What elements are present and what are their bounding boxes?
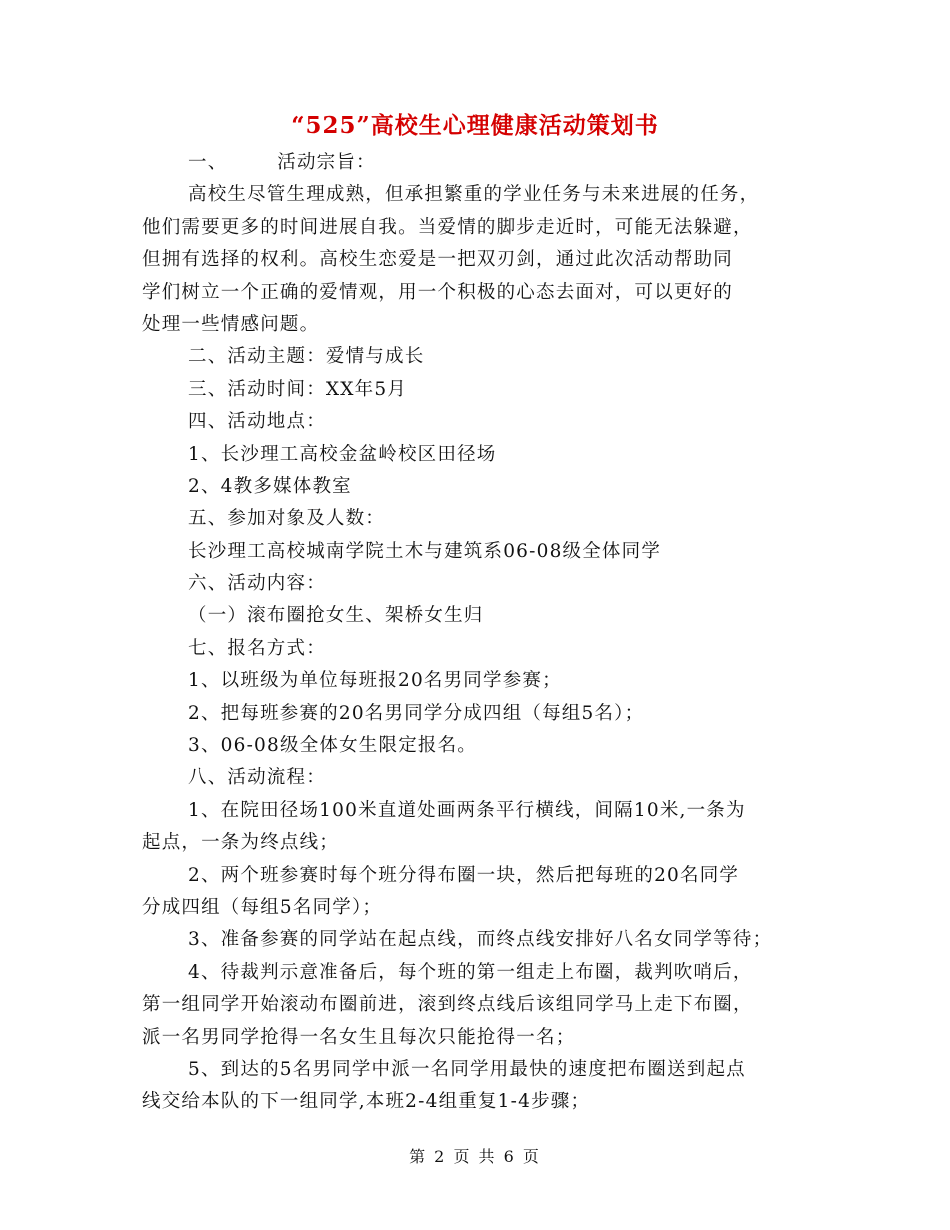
text-line: 二、活动主题：爱情与成长 bbox=[188, 346, 425, 368]
text-line: 2、两个班参赛时每个班分得布圈一块，然后把每班的20名同学 bbox=[188, 864, 740, 886]
text-line: 八、活动流程： bbox=[188, 767, 326, 789]
text-line: 三、活动时间：XX年5月 bbox=[188, 378, 408, 400]
text-line: 1、长沙理工高校金盆岭校区田径场 bbox=[188, 443, 497, 465]
text-line: 2、把每班参赛的20名男同学分成四组（每组5名）； bbox=[188, 702, 645, 724]
text-line: 但拥有选择的权利。高校生恋爱是一把双刃剑，通过此次活动帮助同 bbox=[142, 249, 734, 271]
text-line: 一、 活动宗旨： bbox=[188, 152, 376, 173]
text-line: 学们树立一个正确的爱情观，用一个积极的心态去面对，可以更好的 bbox=[142, 281, 734, 303]
text-line: 派一名男同学抢得一名女生且每次只能抢得一名； bbox=[142, 1026, 576, 1048]
text-line: 3、06-08级全体女生限定报名。 bbox=[188, 735, 478, 757]
page-title: “525”高校生心理健康活动策划书 bbox=[291, 112, 659, 139]
page-footer: 第 2 页 共 6 页 bbox=[409, 1147, 541, 1166]
text-line: 四、活动地点： bbox=[188, 411, 326, 433]
document-body bbox=[142, 147, 812, 1119]
text-line: 1、在院田径场100米直道处画两条平行横线，间隔10米,一条为 bbox=[188, 799, 746, 821]
text-line: 4、待裁判示意准备后，每个班的第一组走上布圈，裁判吹哨后， bbox=[188, 961, 753, 983]
text-line: 六、活动内容： bbox=[188, 573, 326, 595]
text-line: 高校生尽管生理成熟，但承担繁重的学业任务与未来进展的任务， bbox=[188, 184, 760, 206]
text-line: 五、参加对象及人数： bbox=[188, 508, 386, 530]
text-line: 第一组同学开始滚动布圈前进，滚到终点线后该组同学马上走下布圈， bbox=[142, 994, 753, 1016]
text-line: 七、报名方式： bbox=[188, 637, 326, 659]
text-line: （一）滚布圈抢女生、架桥女生归 bbox=[188, 605, 484, 627]
text-line: 处理一些情感问题。 bbox=[142, 313, 320, 335]
text-line: 长沙理工高校城南学院土木与建筑系06-08级全体同学 bbox=[188, 540, 662, 562]
text-line: 3、准备参赛的同学站在起点线，而终点线安排好八名女同学等待； bbox=[188, 929, 773, 951]
text-line: 5、到达的5名男同学中派一名同学用最快的速度把布圈送到起点 bbox=[188, 1058, 746, 1080]
text-line: 起点，一条为终点线； bbox=[142, 832, 340, 854]
text-line: 1、以班级为单位每班报20名男同学参赛； bbox=[188, 670, 562, 692]
text-line: 线交给本队的下一组同学,本班2-4组重复1-4步骤； bbox=[142, 1091, 591, 1113]
text-line: 分成四组（每组5名同学）； bbox=[142, 896, 383, 918]
text-line: 他们需要更多的时间进展自我。当爱情的脚步走近时，可能无法躲避， bbox=[142, 216, 753, 238]
text-line: 2、4教多媒体教室 bbox=[188, 475, 352, 497]
